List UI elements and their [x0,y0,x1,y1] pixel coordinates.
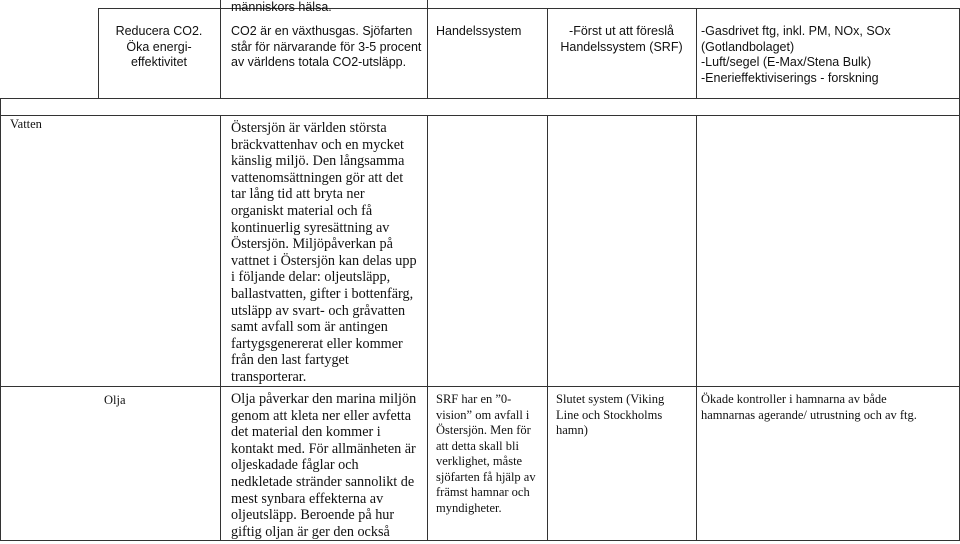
problem-cell: CO2 är en växthusgas. Sjöfarten står för närvarande för 3-5 procent av världens totala CO2-utsläpp. [231,24,422,69]
oil-description-cell: Olja påverkar den marina miljön genom att kleta ner eller avfetta det material den kommer i kontakt med. För allmänheten är oljeskadade fåglar och nedkletade stränder sannolikt de mest synbara effekterna av oljeutsläpp. Beroende på hur giftig oljan är ger den också [231,391,417,540]
cropped-text-line: människors hälsa. [231,0,332,14]
oil-row-label: Olja [104,393,126,407]
actions-cell: -Gasdrivet ftg, inkl. PM, NOx, SOx (Gotlandbolaget) -Luft/segel (E-Max/Stena Bulk) -Enerieffektiviserings - forskning [701,24,891,85]
table-border-section-mid [0,115,960,116]
section-label-vatten: Vatten [10,117,42,131]
measure-cell: -Först ut att föreslå Handelssystem (SRF) [560,24,683,54]
column-divider-4b [696,115,697,541]
column-divider-2b [427,115,428,541]
water-description-cell: Östersjön är världen största bräckvattenhav och en mycket känslig miljö. Den långsamma vattenomsättningen gör att det tar lång tid att bryta ner organiskt material och få kontinuerlig syresättning av Östersjön. Miljöpåverkan på vattnet i Östersjön kan delas upp i följande delar: oljeutsläpp, ballastvatten, gifter i bottenfärg, utsläpp av svart- och gråvatten samt avfall som är antingen fartygsgenererat eller kommer från den last fartyget transporterar. [231,120,417,385]
column-divider-1b [220,115,221,541]
column-divider-1 [220,0,221,99]
instrument-cell: Handelssystem [436,24,522,38]
column-divider-3 [547,8,548,99]
table-border-section-top [0,98,960,99]
column-divider-4 [696,8,697,99]
column-divider-3b [547,115,548,541]
table-border-left-top [98,8,99,99]
column-divider-2 [427,0,428,99]
category-cell: Reducera CO2. Öka energi- effektivitet [115,24,203,69]
oil-measure-cell: SRF har en ”0- vision” om avfall i Östersjön. Men för att detta skall bli verklighet, måste sjöfarten få hjälp av främst hamnar och myndigheter. [436,392,536,515]
table-border-row-divider [0,386,960,387]
oil-instrument-cell: Slutet system (Viking Line och Stockholms hamn) [556,392,665,437]
oil-actions-cell: Ökade kontroller i hamnarna av både hamnarnas agerande/ utrustning och av ftg. [701,392,917,422]
table-border-left-bottom [0,98,1,541]
table-border-top [98,8,959,9]
table-border-bottom [0,540,960,541]
